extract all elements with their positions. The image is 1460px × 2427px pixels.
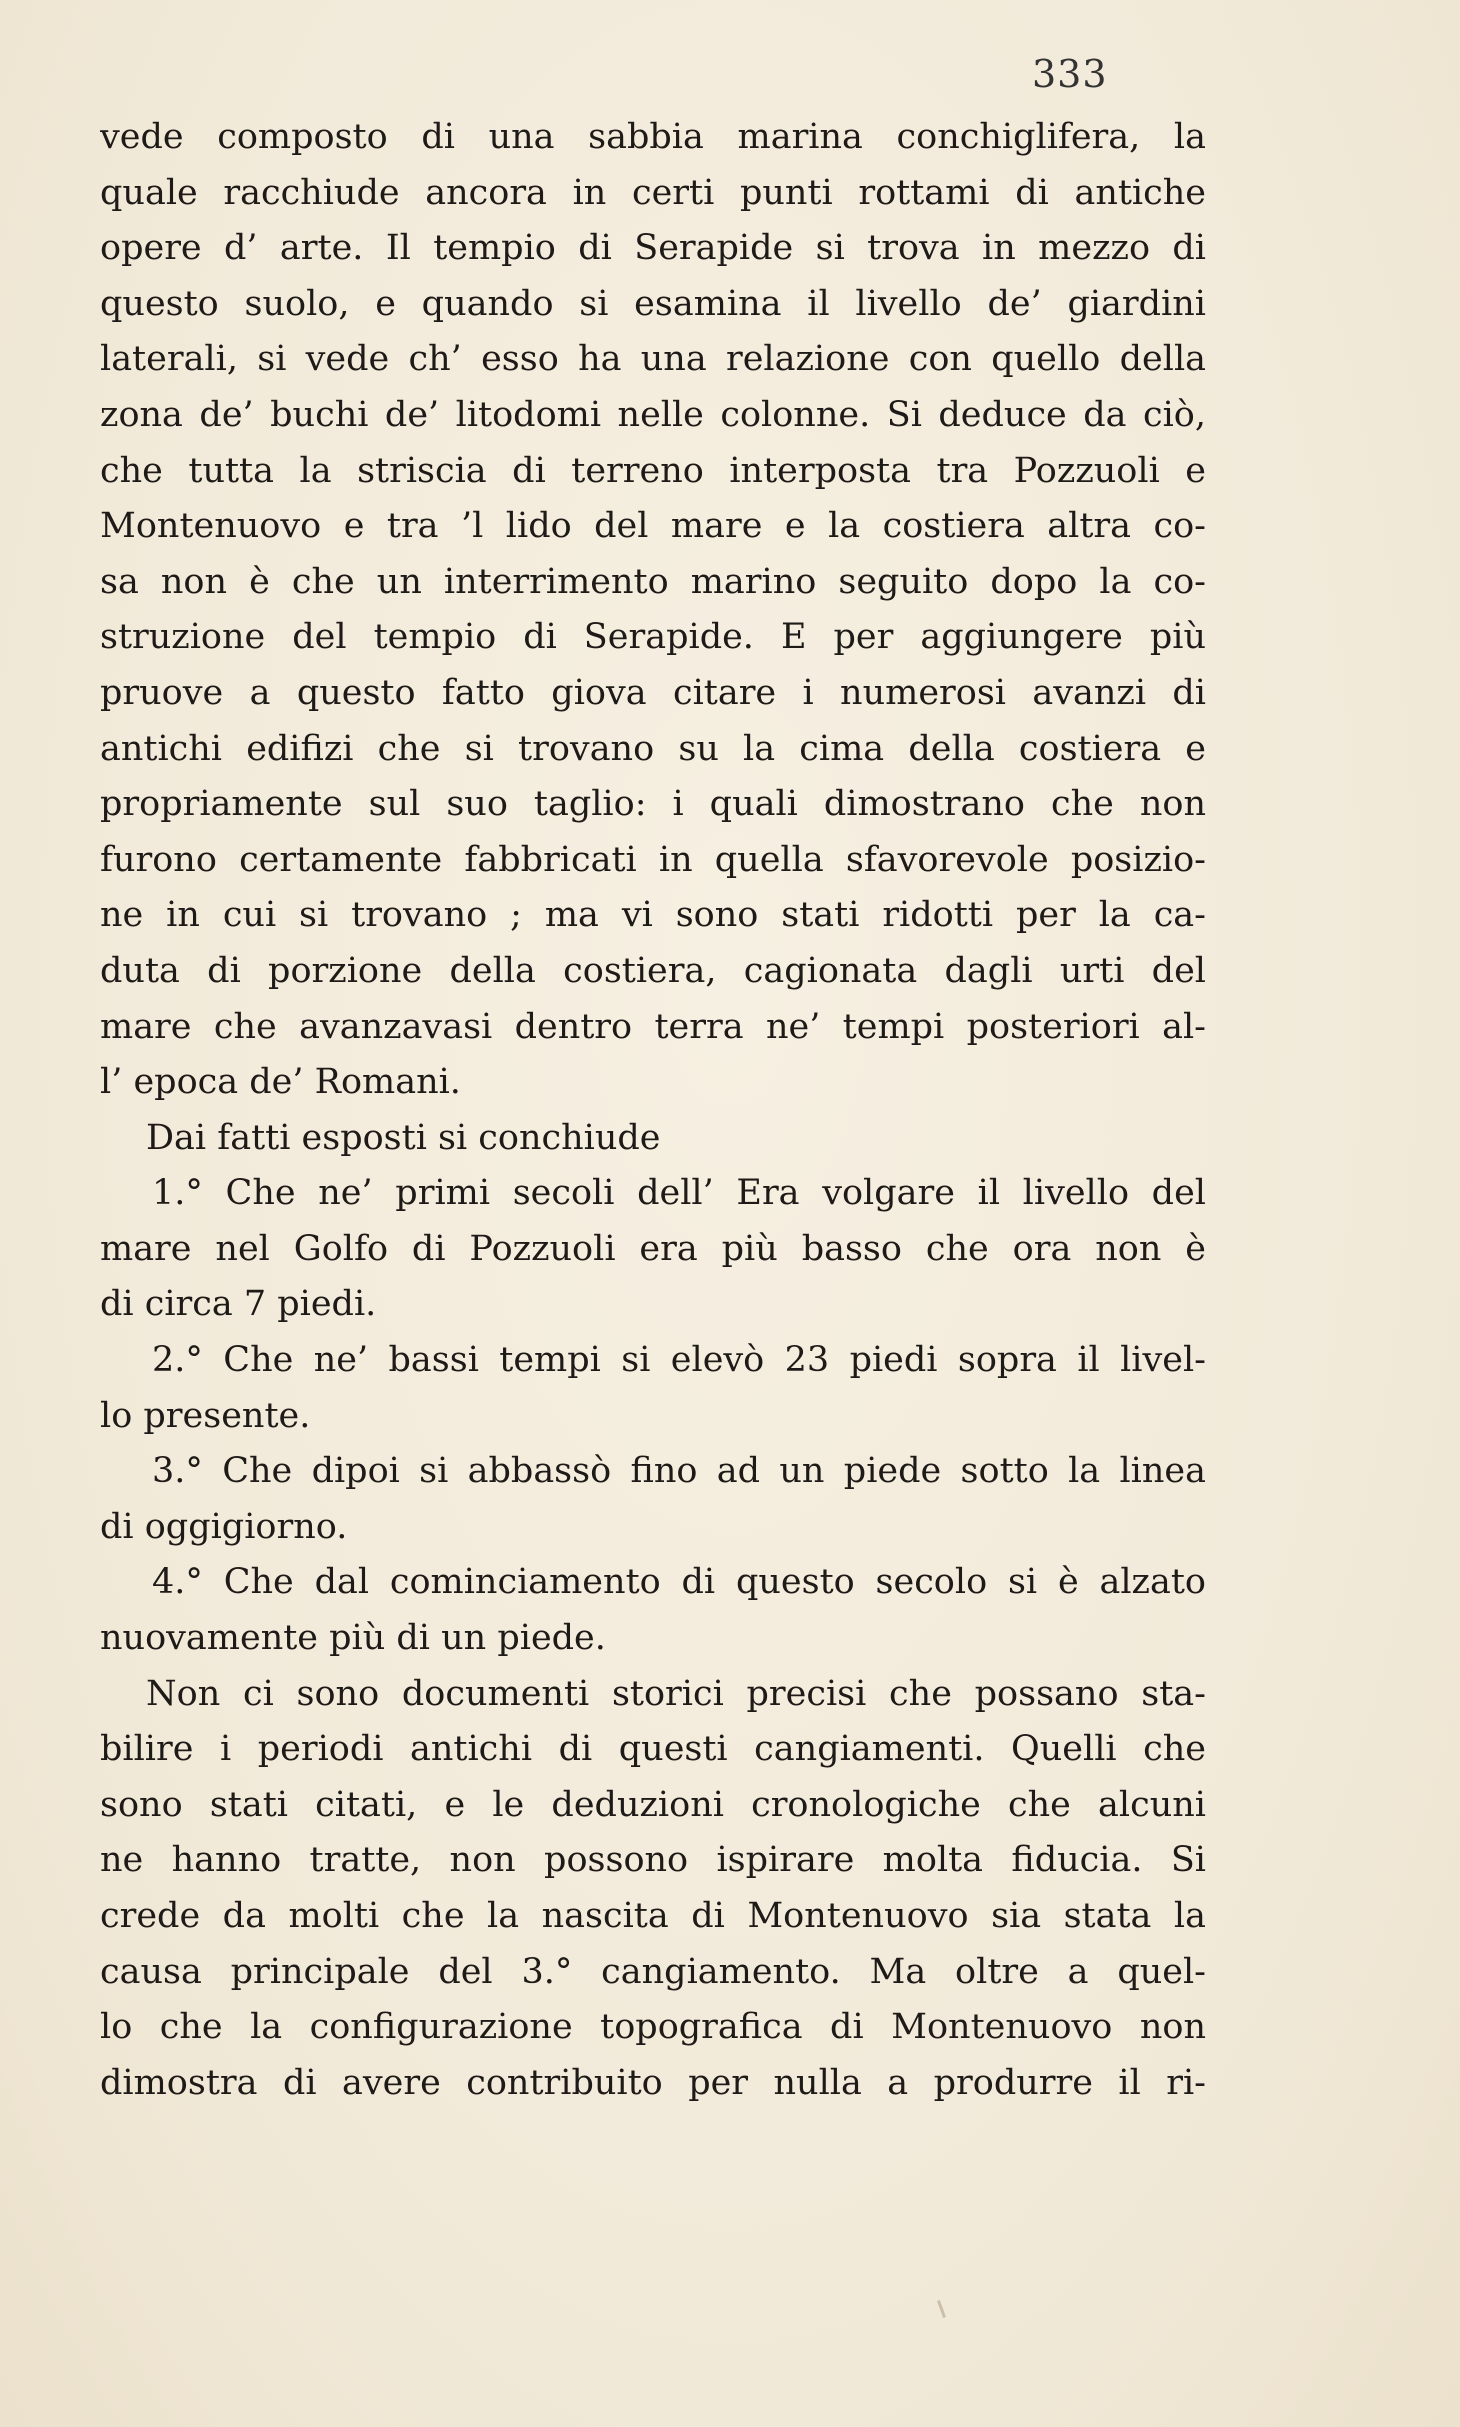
text-line: antichi edifizi che si trovano su la cima della costiera e: [100, 728, 1206, 769]
text-line: crede da molti che la nascita di Montenuovo sia stata la: [100, 1896, 1206, 1936]
text-line: causa principale del 3.° cangiamento. Ma oltre a quel-: [100, 1951, 1206, 1992]
text-line: nuovamente più di un piede.: [100, 1618, 606, 1659]
text-line: struzione del tempio di Serapide. E per aggiungere più: [100, 617, 1206, 658]
text-line: questo suolo, e quando si esamina il livello de’ giardini: [100, 283, 1206, 324]
paper-mark: [937, 2300, 946, 2318]
text-line: 2.° Che ne’ bassi tempi si elevò 23 piedi sopra il livel-: [152, 1340, 1206, 1381]
text-line: mare nel Golfo di Pozzuoli era più basso che ora non è: [100, 1228, 1206, 1269]
text-line: propriamente sul suo taglio: i quali dimostrano che non: [100, 784, 1206, 825]
text-line: sono stati citati, e le deduzioni cronologiche che alcuni: [100, 1784, 1206, 1825]
text-line: quale racchiude ancora in certi punti rottami di antiche: [100, 172, 1206, 213]
text-line: bilire i periodi antichi di questi cangiamenti. Quelli che: [100, 1729, 1206, 1770]
body-text: [100, 110, 1206, 2111]
text-line: ne hanno tratte, non possono ispirare molta fiducia. Si: [100, 1840, 1206, 1881]
text-line: lo che la configurazione topografica di Montenuovo non: [100, 2007, 1206, 2048]
text-line: vede composto di una sabbia marina conchiglifera, la: [100, 117, 1206, 157]
text-line: laterali, si vede ch’ esso ha una relazione con quello della: [100, 339, 1206, 380]
text-line: ne in cui si trovano ; ma vi sono stati ridotti per la ca-: [100, 895, 1206, 936]
text-line: 1.° Che ne’ primi secoli dell’ Era volgare il livello del: [152, 1173, 1206, 1214]
text-line: Non ci sono documenti storici precisi che possano sta-: [146, 1673, 1206, 1714]
text-line: mare che avanzavasi dentro terra ne’ tempi posteriori al-: [100, 1006, 1206, 1047]
text-line: zona de’ buchi de’ litodomi nelle colonne. Si deduce da ciò,: [100, 394, 1206, 435]
text-line: dimostra di avere contribuito per nulla a produrre il ri-: [100, 2062, 1206, 2103]
text-line: opere d’ arte. Il tempio di Serapide si trova in mezzo di: [100, 228, 1206, 269]
text-line: di oggigiorno.: [100, 1506, 348, 1547]
text-line: Dai fatti esposti si conchiude: [146, 1117, 661, 1158]
text-line: 3.° Che dipoi si abbassò fino ad un piede sotto la linea: [152, 1451, 1206, 1492]
text-line: pruove a questo fatto giova citare i numerosi avanzi di: [100, 672, 1206, 713]
text-line: furono certamente fabbricati in quella sfavorevole posizio-: [100, 839, 1206, 880]
text-line: Montenuovo e tra ’l lido del mare e la costiera altra co-: [100, 506, 1206, 547]
text-line: l’ epoca de’ Romani.: [100, 1062, 461, 1103]
text-line: duta di porzione della costiera, cagionata dagli urti del: [100, 950, 1206, 991]
page-number: 333: [1032, 52, 1108, 96]
text-line: sa non è che un interrimento marino seguito dopo la co-: [100, 561, 1206, 602]
text-line: di circa 7 piedi.: [100, 1284, 377, 1325]
text-line: 4.° Che dal cominciamento di questo secolo si è alzato: [152, 1562, 1206, 1603]
text-line: che tutta la striscia di terreno interposta tra Pozzuoli e: [100, 450, 1206, 491]
text-line: lo presente.: [100, 1395, 311, 1436]
